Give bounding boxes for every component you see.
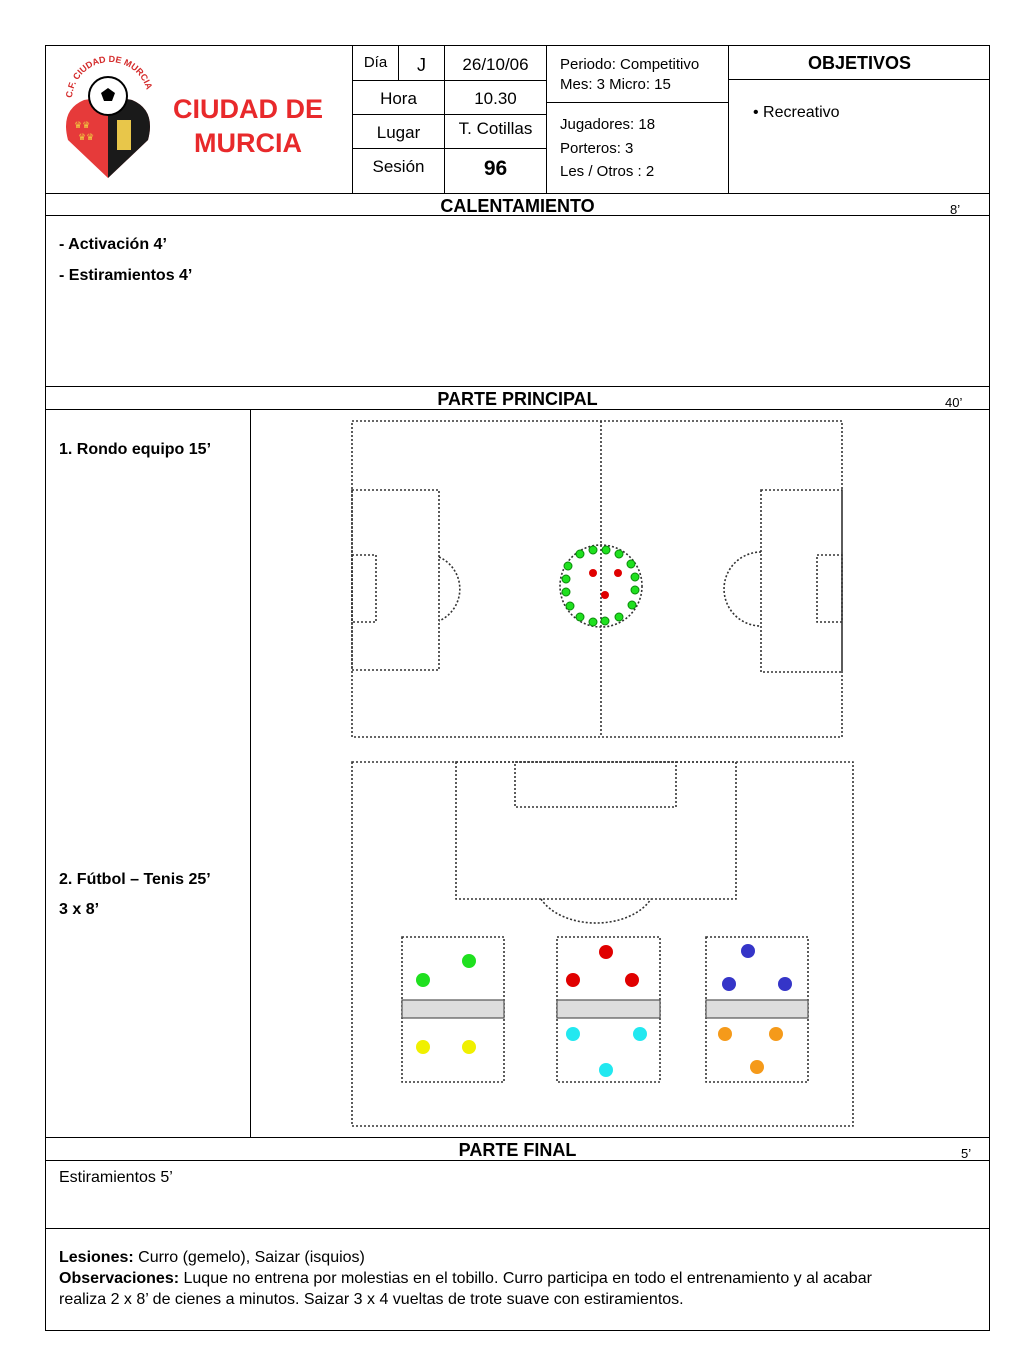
exercise-1-label: 1. Rondo equipo 15’ — [59, 441, 212, 458]
hora-value: 10.30 — [474, 89, 517, 108]
lugar-label: Lugar — [376, 123, 421, 142]
dia-value: J — [417, 55, 426, 75]
principal-title: PARTE PRINCIPAL — [437, 389, 598, 409]
calentamiento-item-2: - Estiramientos 4’ — [59, 267, 193, 284]
periodo: Periodo: Competitivo — [560, 56, 700, 73]
player-dot — [601, 591, 609, 599]
right-penalty-arc — [724, 552, 761, 626]
penalty-arc — [541, 899, 651, 923]
court-3-team-b — [718, 1027, 783, 1074]
penalty-area — [456, 762, 736, 899]
lugar-value: T. Cotillas — [458, 119, 533, 138]
player-dot — [631, 586, 639, 594]
final-title: PARTE FINAL — [458, 1140, 577, 1160]
player-dot — [562, 575, 570, 583]
rondo-inner-players — [589, 569, 622, 599]
court-2-team-a — [566, 945, 639, 987]
player-dot — [462, 1040, 476, 1054]
objetivos-title: OBJETIVOS — [807, 53, 912, 73]
exercise-2-label: 2. Fútbol – Tenis 25’ — [59, 871, 211, 888]
left-penalty-area — [352, 490, 439, 670]
sesion-label: Sesión — [372, 157, 425, 176]
club-name-line1: CIUDAD DE — [172, 94, 323, 124]
club-name-line2: MURCIA — [194, 128, 302, 158]
observaciones-line-2: realiza 2 x 8’ de cienes a minutos. Saizar 3 x 4 vueltas de trote suave con estiramientos. — [59, 1291, 684, 1308]
player-dot — [615, 613, 623, 621]
calentamiento-title: CALENTAMIENTO — [440, 196, 595, 216]
player-dot — [722, 977, 736, 991]
player-dot — [615, 550, 623, 558]
player-dot — [566, 1027, 580, 1041]
final-duration: 5’ — [961, 1146, 972, 1161]
player-dot — [769, 1027, 783, 1041]
nets — [402, 1000, 808, 1018]
player-dot — [602, 546, 610, 554]
player-dot — [628, 601, 636, 609]
svg-text:♛♛: ♛♛ — [74, 121, 91, 131]
player-dot — [576, 550, 584, 558]
player-dot — [778, 977, 792, 991]
player-dot — [718, 1027, 732, 1041]
player-dot — [750, 1060, 764, 1074]
mes-micro: Mes: 3 Micro: 15 — [560, 76, 671, 93]
jugadores: Jugadores: 18 — [560, 116, 656, 133]
player-dot — [601, 617, 609, 625]
player-dot — [416, 1040, 430, 1054]
net-3 — [706, 1000, 808, 1018]
exercise-2-sets: 3 x 8’ — [59, 901, 100, 918]
net-2 — [557, 1000, 660, 1018]
player-dot — [599, 1063, 613, 1077]
observaciones-line — [59, 1270, 872, 1288]
player-dot — [589, 618, 597, 626]
full-pitch — [352, 421, 842, 737]
calentamiento-duration: 8’ — [950, 202, 961, 217]
lesiones-label: Lesiones: — [59, 1249, 134, 1266]
player-dot — [599, 945, 613, 959]
player-dot — [627, 560, 635, 568]
calentamiento-item-1: - Activación 4’ — [59, 236, 167, 253]
right-goal-area — [817, 555, 842, 622]
lesiones-line — [59, 1249, 365, 1267]
principal-duration: 40’ — [945, 395, 963, 410]
pitch-boundary — [352, 421, 842, 737]
player-dot — [462, 954, 476, 968]
porteros: Porteros: 3 — [560, 140, 634, 157]
player-dot — [566, 602, 574, 610]
goal-area — [515, 762, 676, 807]
court-3-team-a — [722, 944, 792, 991]
right-penalty-area — [761, 490, 842, 672]
dia-label: Día — [363, 54, 388, 71]
hora-label: Hora — [380, 89, 417, 108]
left-goal-area — [352, 555, 376, 622]
player-dot — [633, 1027, 647, 1041]
observaciones-text: Luque no entrena por molestias en el tobillo. Curro participa en todo el entrenamiento y al acabar — [179, 1270, 872, 1287]
logo-ring-text: C.F. CIUDAD DE MURCIA — [63, 53, 155, 99]
les-otros: Les / Otros : 2 — [560, 163, 655, 180]
sesion-value: 96 — [483, 157, 508, 180]
player-dot — [576, 613, 584, 621]
lesiones-text: Curro (gemelo), Saizar (isquios) — [133, 1249, 365, 1266]
court-2-team-b — [566, 1027, 647, 1077]
objetivo-item: • Recreativo — [753, 104, 840, 121]
player-dot — [566, 973, 580, 987]
player-dot — [589, 546, 597, 554]
observaciones-label: Observaciones: — [59, 1270, 180, 1287]
final-item: Estiramientos 5’ — [59, 1169, 173, 1186]
left-penalty-arc — [439, 557, 460, 621]
player-dot — [589, 569, 597, 577]
player-dot — [625, 973, 639, 987]
net-1 — [402, 1000, 504, 1018]
svg-text:♛♛: ♛♛ — [78, 133, 95, 143]
player-dot — [562, 588, 570, 596]
court-1-team-a — [416, 954, 476, 987]
player-dot — [614, 569, 622, 577]
player-dot — [741, 944, 755, 958]
court-1-team-b — [416, 1040, 476, 1054]
player-dot — [416, 973, 430, 987]
player-dot — [631, 573, 639, 581]
player-dot — [564, 562, 572, 570]
date-value: 26/10/06 — [462, 55, 529, 74]
